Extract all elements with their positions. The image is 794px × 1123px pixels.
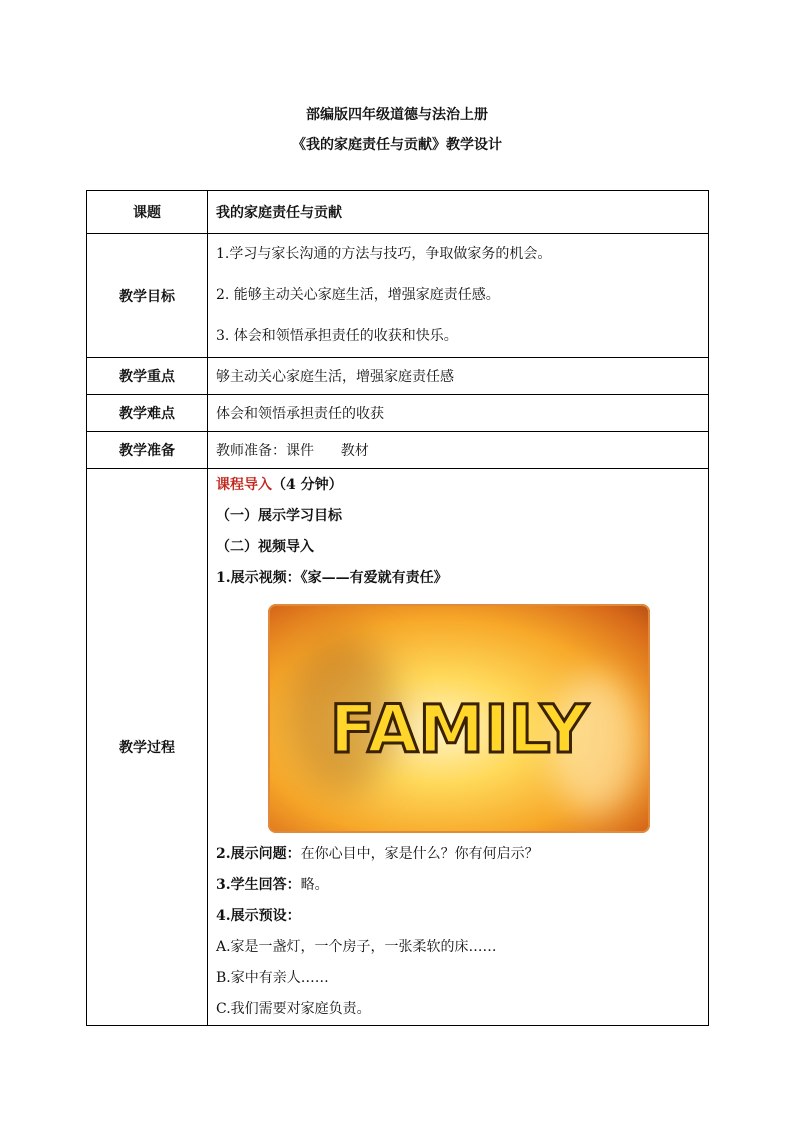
document-title: 部编版四年级道德与法治上册: [306, 107, 488, 123]
row-key-point: [87, 358, 709, 395]
key-point-label: 教学重点: [87, 358, 208, 395]
intro-heading: [216, 470, 708, 501]
row-process: [87, 469, 709, 1026]
goal-item: 3. 体会和领悟承担责任的收获和快乐。: [216, 328, 458, 344]
step-show-video: 1.展示视频：《家——有爱就有责任》: [216, 569, 448, 586]
topic-label: 课题: [87, 191, 208, 234]
preparation-value: 教师准备：课件 教材: [208, 432, 709, 469]
goal-item: 1.学习与家长沟通的方法与技巧，争取做家务的机会。: [216, 246, 552, 262]
row-preparation: [87, 432, 709, 469]
difficulty-label: 教学难点: [87, 395, 208, 432]
preset-answer: B.家中有亲人……: [216, 969, 329, 986]
row-difficulty: [87, 395, 709, 432]
document-subtitle: 《我的家庭责任与贡献》教学设计: [292, 137, 502, 153]
intro-title: 课程导入: [216, 476, 272, 493]
topic-value: 我的家庭责任与贡献: [208, 191, 709, 234]
step-show-presets: 4.展示预设：: [216, 907, 301, 924]
preparation-label: 教学准备: [87, 432, 208, 469]
lesson-plan-table: [86, 190, 709, 1026]
subheading-goals: （一）展示学习目标: [216, 507, 342, 524]
key-point-value: 够主动关心家庭生活，增强家庭责任感: [208, 358, 709, 395]
process-label: 教学过程: [87, 469, 208, 1026]
step2-label: 2.展示问题：: [216, 845, 301, 862]
difficulty-value: 体会和领悟承担责任的收获: [208, 395, 709, 432]
step2-text: 在你心目中，家是什么？你有何启示？: [300, 845, 539, 862]
family-title-text: FAMILY: [329, 690, 589, 768]
step3-label: 3.学生回答：: [216, 876, 301, 893]
preset-answer: C.我们需要对家庭负责。: [216, 1000, 371, 1017]
row-goals: [87, 234, 709, 358]
step-show-question: [216, 839, 708, 870]
family-video-still: [268, 604, 650, 833]
goal-item: 2. 能够主动关心家庭生活，增强家庭责任感。: [216, 287, 500, 303]
goals-content: [208, 234, 709, 358]
row-topic: [87, 191, 709, 234]
subheading-video: （二）视频导入: [216, 538, 314, 555]
process-content: [208, 469, 709, 1026]
intro-time: （4 分钟）: [272, 476, 343, 493]
goals-label: 教学目标: [87, 234, 208, 358]
step-student-answer: [216, 870, 708, 901]
family-title-graphic: [268, 604, 650, 833]
step3-text: 略。: [300, 876, 329, 893]
preset-answer: A.家是一盏灯，一个房子，一张柔软的床……: [216, 938, 497, 955]
